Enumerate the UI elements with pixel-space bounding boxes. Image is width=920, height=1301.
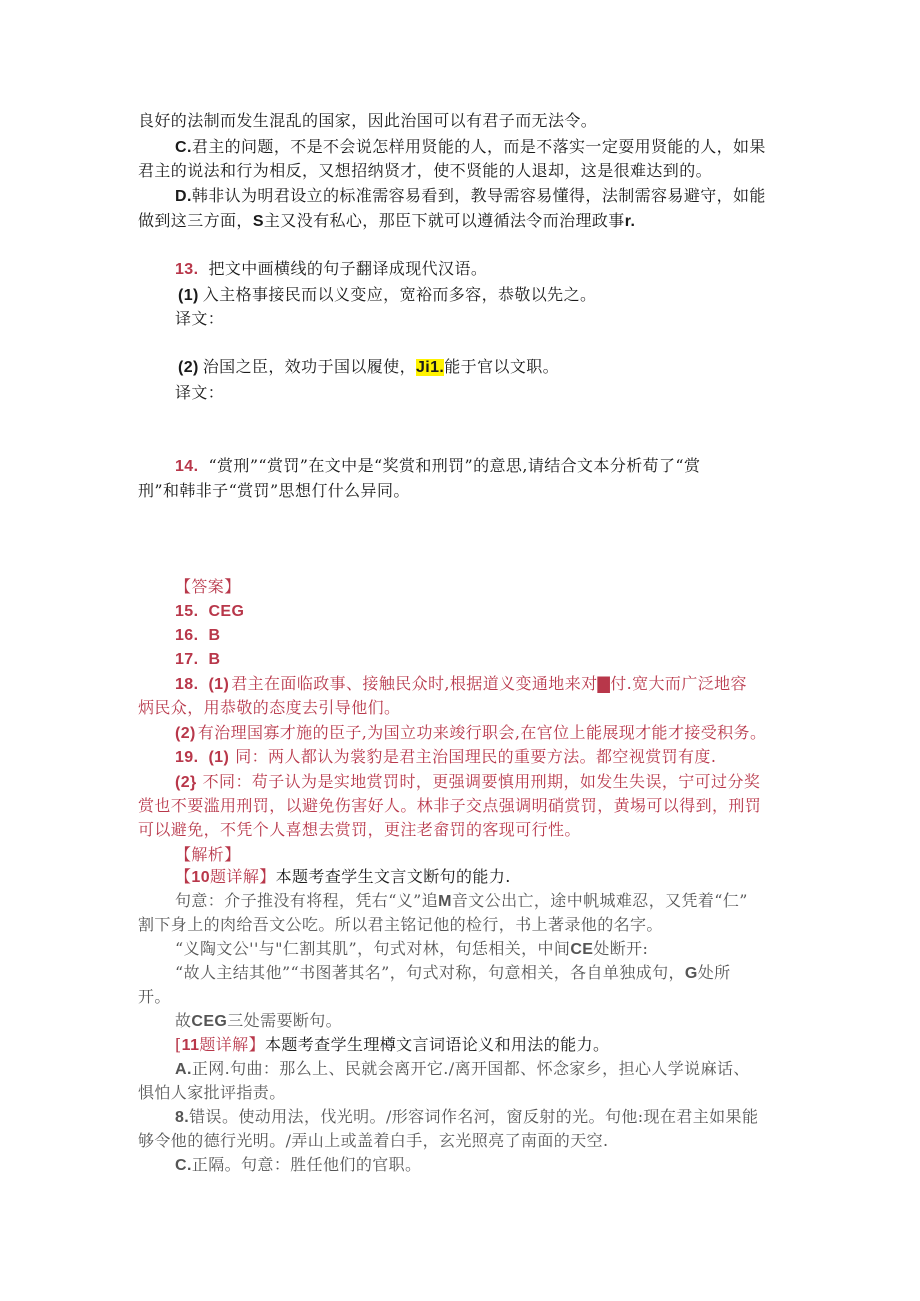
sub-number: (1) bbox=[208, 676, 230, 693]
q10-line4 bbox=[175, 962, 731, 985]
analysis-text: 本题考查学生文言文断句的能力. bbox=[275, 867, 511, 886]
analysis-text: 处所 bbox=[697, 963, 731, 982]
detail-label: 题详解】 bbox=[199, 1035, 265, 1054]
answer-value: CEG bbox=[208, 603, 245, 620]
section-header: 【解析】 bbox=[175, 845, 241, 864]
detail-label: 题详解】 bbox=[210, 867, 276, 886]
analysis-text: 正网.句曲：那么上、民就会离开它./离开国都、怀念家乡，担心人学说麻话、 bbox=[191, 1059, 750, 1078]
answer-text: 不同：苟子认为是实地赏罚时，更强调要慎用刑期，如发生失误，宁可过分奖 bbox=[202, 772, 761, 791]
q11-option-c-line1 bbox=[175, 1154, 421, 1177]
ocr-block: ▇ bbox=[597, 674, 611, 693]
analysis-text: 句意：介子推没有将程，凭右“义”追 bbox=[175, 891, 439, 910]
translation-label-2 bbox=[175, 382, 224, 404]
option-d-line2 bbox=[138, 210, 635, 233]
text-line: 做到这三方面， bbox=[138, 211, 253, 230]
option-key: C. bbox=[175, 1157, 192, 1174]
option-key: C. bbox=[175, 139, 192, 156]
answer-18-line2 bbox=[138, 697, 400, 719]
text-line: 君主的问题，不是不会说怎样用贤能的人，而是不落实一定耍用贤能的人，如果 bbox=[191, 137, 766, 156]
answer-19-line4 bbox=[138, 819, 581, 841]
question-text: 刑”和韩非子“赏罚”思想仃什么异同。 bbox=[138, 481, 410, 500]
analysis-text: 错误。使动用法，伐光明。/形容词作名河，窗反射的光。句他:现在君主如果能 bbox=[189, 1107, 759, 1126]
sentence-text: 入主格事接民而以义变应，宽裕而多容，恭敬以先之。 bbox=[202, 285, 597, 304]
sub-number: (2} bbox=[175, 774, 197, 791]
analysis-header bbox=[175, 844, 241, 866]
sentence-text: 能于官以文职。 bbox=[444, 357, 560, 376]
answer-19-line3 bbox=[138, 795, 761, 817]
option-d-line1 bbox=[175, 185, 766, 208]
q11-option-b-line2 bbox=[138, 1130, 608, 1152]
question-number: 10 bbox=[191, 869, 211, 886]
section-header: 【答案】 bbox=[175, 577, 241, 596]
sub-number: (2) bbox=[178, 359, 199, 376]
analysis-text: 正隔。句意：胜任他们的官职。 bbox=[191, 1155, 422, 1174]
q11-option-a-line1 bbox=[175, 1058, 750, 1081]
ocr-fragment: CEG bbox=[191, 1013, 228, 1030]
option-c-line2 bbox=[138, 160, 712, 182]
text-line: 良好的法制而发生混乱的国家，因此治国可以有君子而无法令。 bbox=[138, 111, 598, 130]
q10-line6 bbox=[175, 1010, 342, 1033]
option-key: 8. bbox=[175, 1109, 190, 1126]
answer-text: 君主在面临政事、接触民众时,根据道义变通地来对 bbox=[231, 674, 598, 693]
answer-text: 有治理国寡才施的臣子,为国立功来竣行职会,在官位上能展现才能才接受积务。 bbox=[197, 723, 767, 742]
option-b-continued bbox=[138, 110, 597, 132]
question-13-sub2 bbox=[178, 356, 559, 379]
answer-18-line1 bbox=[175, 673, 747, 696]
bracket: 【 bbox=[175, 867, 192, 886]
analysis-text: 音文公出亡，途中帆城难忍，又凭着“仁” bbox=[451, 891, 748, 910]
answer-19-line2 bbox=[175, 771, 760, 794]
q10-line2 bbox=[138, 914, 663, 936]
question-13-title bbox=[175, 258, 487, 281]
option-c-line1 bbox=[175, 136, 766, 159]
q10-line5 bbox=[138, 986, 171, 1008]
question-text: “赏刑”“赏罚”在文中是“奖赏和刑罚”的意思,请结合文本分析荀了“赏 bbox=[208, 456, 701, 475]
question-13-sub1 bbox=[178, 284, 596, 307]
analysis-text: 故 bbox=[175, 1011, 192, 1030]
option-key: D. bbox=[175, 188, 192, 205]
sub-number: (2) bbox=[175, 725, 196, 742]
question-number: 13. bbox=[175, 261, 199, 278]
answer-number: 16. bbox=[175, 627, 199, 644]
answer-number: 15. bbox=[175, 603, 199, 620]
answer-number: 18. bbox=[175, 676, 199, 693]
text-line: 君主的说法和行为相反，又想招纳贤才，使不贤能的人退却，这是很难达到的。 bbox=[138, 161, 713, 180]
bracket: [ bbox=[175, 1035, 182, 1054]
q11-option-a-line2 bbox=[138, 1082, 286, 1104]
ocr-fragment: S bbox=[252, 213, 264, 230]
sentence-text: 治国之臣，效功于国以履使， bbox=[202, 357, 416, 376]
answer-text: 炳民众，用恭敬的态度去引导他们。 bbox=[138, 698, 401, 717]
analysis-text: “故人主结其他”“书图著其名”，句式对称，句意相关，各自单独成句， bbox=[175, 963, 685, 982]
question-text: 把文中画横线的句子翻译成现代汉语。 bbox=[208, 259, 488, 278]
analysis-text: “义陶文公''与"仁割其肌”，句式对林，句恁相关，中间 bbox=[175, 939, 571, 958]
q10-line1 bbox=[175, 890, 748, 913]
ocr-fragment: G bbox=[684, 965, 698, 982]
question-14-line2 bbox=[138, 480, 410, 502]
analysis-text: 割下身上的肉给吾文公吃。所以君主铭记他的检行，书上著录他的名字。 bbox=[138, 915, 663, 934]
answer-value: B bbox=[208, 651, 221, 668]
analysis-text: 处断开: bbox=[593, 939, 649, 958]
answer-text: 赏也不要滥用刑罚，以避免伤害好人。林非子交点强调明硝赏罚，黄埸可以得到，刑罚 bbox=[138, 796, 762, 815]
answer-16 bbox=[175, 624, 220, 647]
question-14-line1 bbox=[175, 455, 700, 478]
analysis-text: 本题考查学生理樽文言词语论义和用法的能力。 bbox=[264, 1035, 610, 1054]
ocr-fragment: CE bbox=[570, 941, 594, 958]
q11-detail-header bbox=[175, 1034, 609, 1057]
answer-19-line1 bbox=[175, 746, 716, 769]
answer-15 bbox=[175, 600, 244, 623]
answer-number: 17. bbox=[175, 651, 199, 668]
ocr-fragment: M bbox=[438, 893, 452, 910]
option-key: A. bbox=[175, 1061, 192, 1078]
translation-label-1 bbox=[175, 308, 224, 330]
question-number: 11 bbox=[181, 1037, 200, 1054]
sub-number: (1) bbox=[178, 287, 199, 304]
answer-text: 可以避免，不凭个人喜想去赏罚，更注老畲罚的客现可行性。 bbox=[138, 820, 581, 839]
analysis-text: 三处需要断句。 bbox=[227, 1011, 343, 1030]
answer-number: 19. bbox=[175, 749, 199, 766]
text-line: 主又没有私心，那臣下就可以遵循法令而治理政事 bbox=[263, 211, 625, 230]
analysis-text: 开。 bbox=[138, 987, 171, 1006]
q10-detail-header bbox=[175, 866, 511, 889]
analysis-text: 够令他的德行光明。/弄山上或盖着白手，玄光照亮了南面的天空. bbox=[138, 1131, 609, 1150]
question-number: 14. bbox=[175, 458, 199, 475]
ocr-fragment: r. bbox=[624, 213, 636, 230]
highlighted-fragment: Ji1. bbox=[415, 359, 445, 376]
answers-header bbox=[175, 576, 241, 598]
label-text: 译文： bbox=[175, 309, 225, 328]
sub-number: (1) bbox=[208, 749, 230, 766]
q10-line3 bbox=[175, 938, 648, 961]
answer-18-line3 bbox=[175, 722, 766, 745]
answer-value: B bbox=[208, 627, 221, 644]
answer-text: 同：两人都认为裳豹是君主治国理民的重要方法。都空视赏罚有度. bbox=[235, 747, 717, 766]
answer-text: 付.宽大而广泛地容 bbox=[610, 674, 747, 693]
analysis-text: 惧怕人家批评指责。 bbox=[138, 1083, 286, 1102]
label-text: 译文： bbox=[175, 383, 225, 402]
answer-17 bbox=[175, 648, 220, 671]
q11-option-b-line1 bbox=[175, 1106, 758, 1129]
text-line: 韩非认为明君设立的标准需容易看到，教导需容易懂得，法制需容易避守，如能 bbox=[191, 186, 766, 205]
